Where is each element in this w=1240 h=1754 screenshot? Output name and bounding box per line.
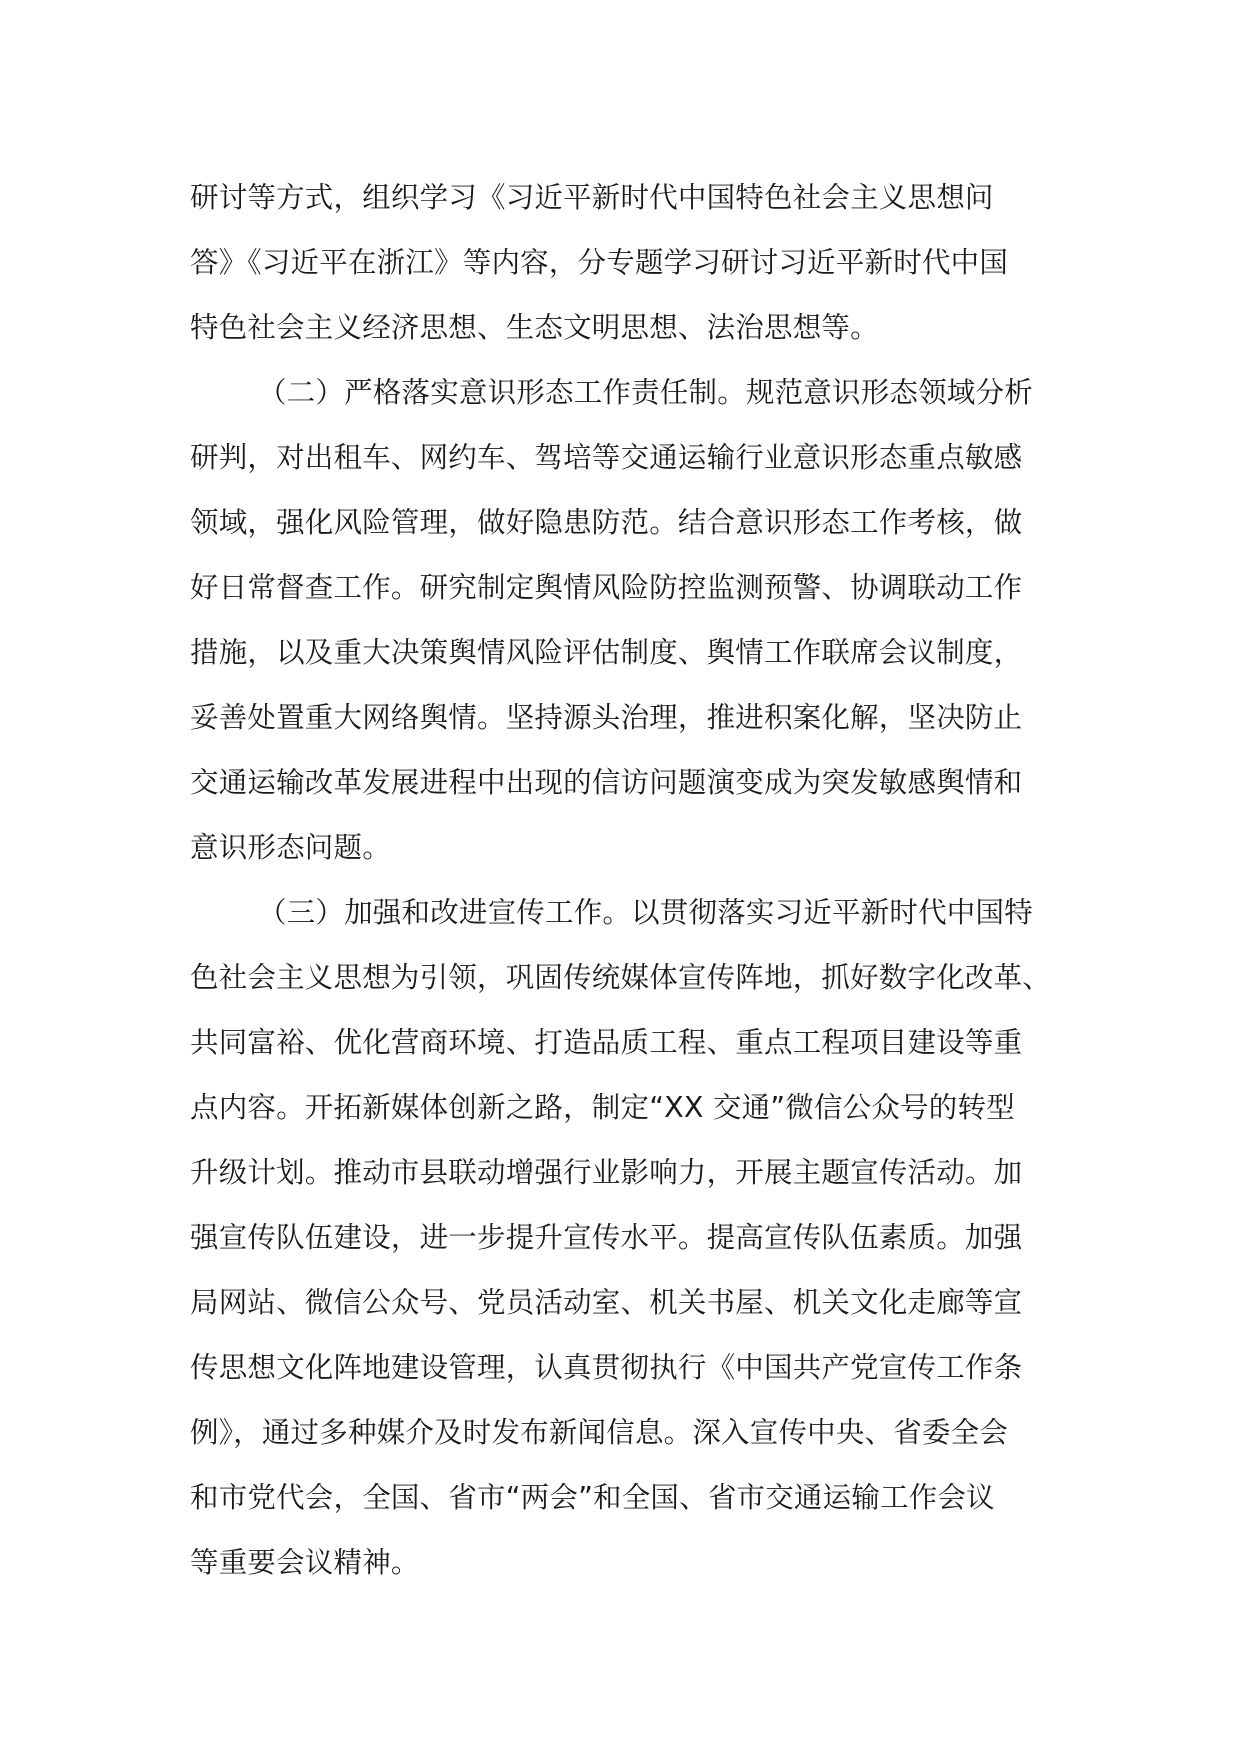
section-heading-line: （二）严格落实意识形态工作责任制。规范意识形态领域分析 — [258, 376, 1033, 409]
text-line: 色社会主义思想为引领，巩固传统媒体宣传阵地，抓好数字化改革、 — [190, 961, 1052, 994]
text-line: 共同富裕、优化营商环境、打造品质工程、重点工程项目建设等重 — [190, 1026, 1023, 1059]
text-line: 局网站、微信公众号、党员活动室、机关书屋、机关文化走廊等宣 — [190, 1286, 1023, 1319]
text-line: 点内容。开拓新媒体创新之路，制定“XX 交通”微信公众号的转型 — [190, 1091, 1015, 1124]
text-line: 和市党代会，全国、省市“两会”和全国、省市交通运输工作会议 — [190, 1481, 995, 1514]
text-line: 升级计划。推动市县联动增强行业影响力，开展主题宣传活动。加 — [190, 1156, 1023, 1189]
text-line: 强宣传队伍建设，进一步提升宣传水平。提高宣传队伍素质。加强 — [190, 1221, 1023, 1254]
text-line: 特色社会主义经济思想、生态文明思想、法治思想等。 — [190, 311, 879, 344]
text-line: 措施，以及重大决策舆情风险评估制度、舆情工作联席会议制度， — [190, 636, 1023, 669]
section-heading-line: （三）加强和改进宣传工作。以贯彻落实习近平新时代中国特 — [258, 896, 1033, 929]
text-line: 好日常督查工作。研究制定舆情风险防控监测预警、协调联动工作 — [190, 571, 1023, 604]
text-line: 交通运输改革发展进程中出现的信访问题演变成为突发敏感舆情和 — [190, 766, 1023, 799]
text-line: 研判，对出租车、网约车、驾培等交通运输行业意识形态重点敏感 — [190, 441, 1023, 474]
text-line: 等重要会议精神。 — [190, 1546, 420, 1579]
text-line: 妥善处置重大网络舆情。坚持源头治理，推进积案化解，坚决防止 — [190, 701, 1023, 734]
text-line: 研讨等方式，组织学习《习近平新时代中国特色社会主义思想问 — [190, 181, 994, 214]
document-body — [190, 165, 1070, 1595]
text-line: 答》《习近平在浙江》等内容，分专题学习研讨习近平新时代中国 — [190, 246, 1009, 279]
text-line: 例》，通过多种媒介及时发布新闻信息。深入宣传中央、省委全会 — [190, 1416, 1009, 1449]
text-line: 传思想文化阵地建设管理，认真贯彻执行《中国共产党宣传工作条 — [190, 1351, 1023, 1384]
text-line: 领域，强化风险管理，做好隐患防范。结合意识形态工作考核，做 — [190, 506, 1023, 539]
text-line: 意识形态问题。 — [190, 831, 391, 864]
